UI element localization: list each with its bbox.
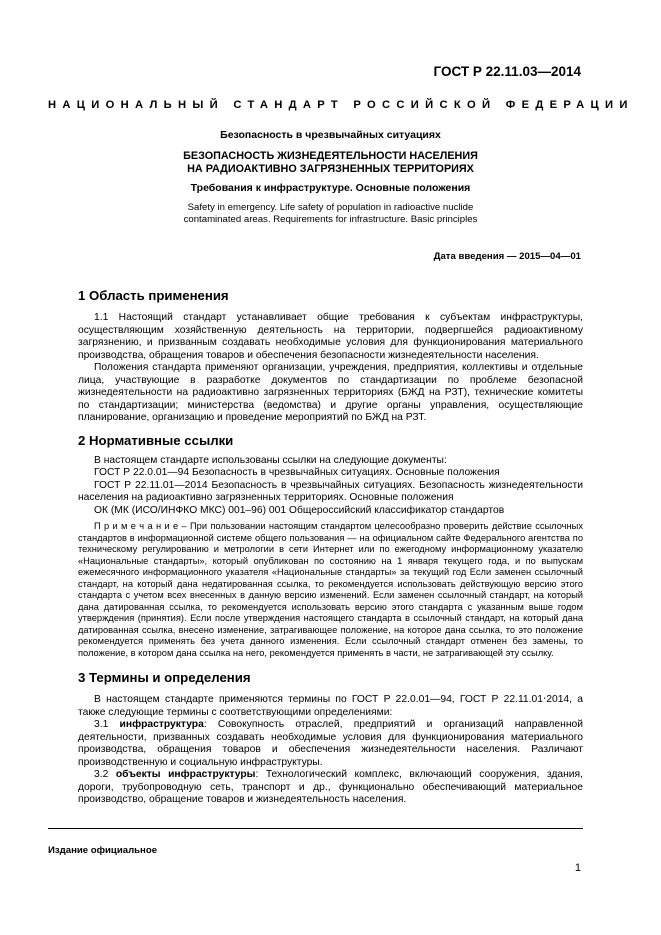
term-number: 3.2 [94,769,116,780]
section-heading: 2 Нормативные ссылки [78,432,234,448]
title-english-line2: contaminated areas. Requirements for infrastructure. Basic principles [183,214,478,225]
document-body [78,288,583,807]
term-number: 3.1 [94,719,120,730]
section-heading: 1 Область применения [78,288,229,303]
term-definition [78,769,583,807]
national-standard-banner: НАЦИОНАЛЬНЫЙ СТАНДАРТ РОССИЙСКОЙ ФЕДЕРАЦИИ [48,99,634,111]
section-scope [78,288,583,425]
note [78,521,583,659]
term-name: объекты инфраструктуры [115,769,256,780]
title-main [48,150,613,176]
section-heading: 3 Термины и определения [78,670,251,685]
section-references [78,433,583,660]
paragraph: В настоящем стандарте использованы ссылки на следующие документы: [94,454,447,466]
term-name: инфраструктура [119,719,204,730]
title-main-line1: БЕЗОПАСНОСТЬ ЖИЗНЕДЕЯТЕЛЬНОСТИ НАСЕЛЕНИЯ [183,150,478,162]
reference-item: ГОСТ Р 22.11.01—2014 Безопасность в чрезвычайных ситуациях. Безопасность жизнедеятельности населения на радиоактивно загрязненных территориях. Основные положения [78,479,583,503]
reference-item: ГОСТ Р 22.0.01—94 Безопасность в чрезвычайных ситуациях. Основные положения [94,467,500,478]
term-definition [78,719,583,769]
paragraph: 1.1 Настоящий стандарт устанавливает общие требования к субъектам инфраструктуры, осуществляющим хозяйственную деятельность на территории, подвергшейся радиоактивному загрязнению, и призванным создавать необходимые условия для функционирования материального производства, обращения товаров и обеспечения безопасности жизнедеятельности населения. [78,312,583,361]
title-english [48,202,613,226]
paragraph: В настоящем стандарте применяются термины по ГОСТ Р 22.0.01—94, ГОСТ Р 22.11.01‧2014, а также следующие термины с соответствующими определениями: [78,694,583,718]
note-label: П р и м е ч а н и е [94,521,179,531]
page-number: 1 [574,862,581,874]
title-main-line2: НА РАДИОАКТИВНО ЗАГРЯЗНЕННЫХ ТЕРРИТОРИЯХ [187,163,474,175]
reference-item: ОК (МК (ИСО/ИНФКО МКС) 001–96) 001 Общероссийский классификатор стандартов [94,504,505,516]
title-english-line1: Safety in emergency. Life safety of population in radioactive nuclide [187,202,474,213]
section-terms [78,670,583,807]
standard-code: ГОСТ Р 22.11.03—2014 [433,64,581,79]
edition-label: Издание официальное [48,845,158,856]
footer-divider [48,828,583,829]
note-text: – При пользовании настоящим стандартом целесообразно проверить действие ссылочных стандартов в информационной системе общего пользования — на официальном сайте Федерального агентства по техническому регулированию и метрологии в сети Интернет или по ежегодному информационному указателю «Национальные стандарты», который опубликован по состоянию на 1 января текущего года, и по выпускам ежемесячного информационного указателя «Национальные стандарты» за текущий год Если заменен ссылочный стандарт, на который дана недатированная ссылка, то рекомендуется использовать действующую версию этого стандарта с учетом всех внесенных в данную версию изменений. Если заменен ссылочный стандарт, на который дана датированная ссылка, то рекомендуется использовать версию этого стандарта с указанным выше годом утверждения (принятия). Если после утверждения настоящего стандарта в ссылочный стандарт, на который дана датированная ссылка, внесено изменение, затрагивающее положение, на которое дана ссылка, то это положение рекомендуется применять без учета данного изменения. Если ссылочный стандарт отменен без замены, то положение, в котором дана ссылка на него, рекомендуется применять в части, не затрагивающей эту ссылку. [78,521,583,658]
term-text: : Совокупность отраслей, предприятий и организаций направленной деятельности, призванных создавать необходимые условия для функционирования материального производства, обращения товаров и обеспечения жизнедеятельности населения. Различают производственную и социальную инфраструктуры. [78,719,583,768]
paragraph: Положения стандарта применяют организации, учреждения, предприятия, коллективы и отдельные лица, участвующие в разработке документов по стандартизации по проблеме безопасной жизнедеятельности на радиоактивно загрязненных территориях (БЖД на РЗТ), технические комитеты по стандартизации; министерства (ведомства) и другие органы управления, осуществляющие планирование, организацию и проведение мероприятий по БЖД на РЗТ. [78,362,583,423]
introduction-date: Дата введения — 2015—04—01 [433,251,581,262]
title-subtitle: Требования к инфраструктуре. Основные положения [190,182,471,194]
term-text: : Технологический комплекс, включающий сооружения, здания, дороги, трубопроводную сеть, транспорт и др., функционально обеспечивающий материальное производство, обращение товаров и жизнедеятельность населения. [78,769,583,805]
title-series: Безопасность в чрезвычайных ситуациях [220,129,441,141]
